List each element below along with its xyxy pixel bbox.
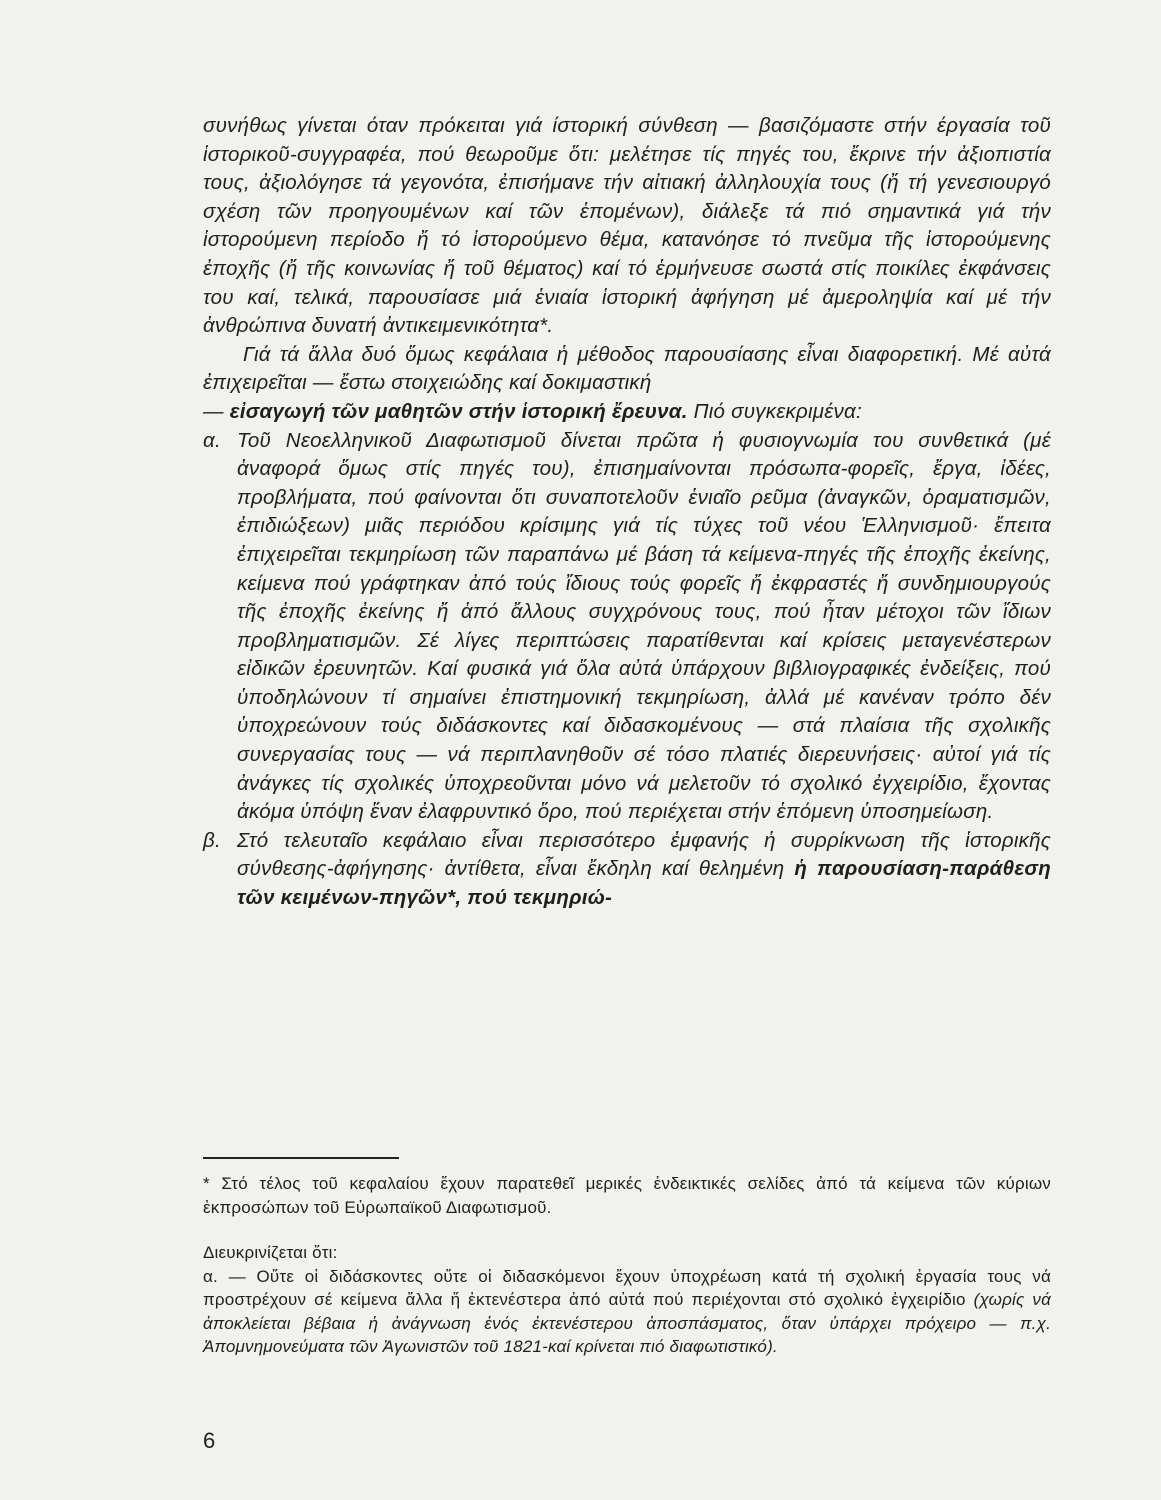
list-marker-b: β. bbox=[203, 828, 221, 852]
bold-sources-phrase: ἡ παρουσίαση-παράθεση τῶν κειμένων-πηγῶν*, πού τεκμηριώ- bbox=[237, 857, 1051, 910]
specifically-text: Πιό συγκεκριμένα: bbox=[687, 399, 862, 423]
footnotes bbox=[203, 1172, 1051, 1359]
footnote-1: * Στό τέλος τοῦ κεφαλαίου ἔχουν παρατεθεῖ μερικές ἐνδεικτικές σελίδες ἀπό τά κείμενα τῶν κύριων ἐκπροσώπων τοῦ Εὐρωπαϊκοῦ Διαφωτισμοῦ. bbox=[203, 1174, 1051, 1217]
dash: — bbox=[203, 399, 230, 423]
paragraph-method: Γιά τά ἄλλα δυό ὅμως κεφάλαια ἡ μέθοδος παρουσίασης εἶναι διαφορετική. Μέ αὐτά ἐπιχειρεῖται — ἔστω στοιχειώδης καί δοκιμαστική bbox=[203, 342, 1051, 395]
bold-research-phrase: εἰσαγωγή τῶν μαθητῶν στήν ἱστορική ἔρευνα. bbox=[229, 399, 688, 423]
paragraph-research-intro bbox=[203, 398, 1051, 427]
list-marker-a: α. bbox=[203, 428, 221, 452]
list-item-b bbox=[203, 827, 1051, 913]
list-item-a bbox=[203, 427, 1051, 827]
footnote-2-item-a bbox=[203, 1265, 1051, 1359]
paragraph-continued: συνήθως γίνεται όταν πρόκειται γιά ίστορική σύνθεση — βασιζόμαστε στήν έργασία τοῦ ἱστορικοῦ-συγγραφέα, πού θεωροῦμε ὅτι: μελέτησε τίς πηγές του, ἔκρινε τήν ἀξιοπιστία τους, ἀξιολόγησε τά γεγονότα, ἐπισήμανε τήν αἰτιακή ἀλληλουχία τους (ἤ τή γενεσιουργό σχέση τῶν προηγουμένων καί τῶν ἑπομένων), διάλεξε τά πιό σημαντικά γιά τήν ἱστορούμενη περίοδο ἤ τό ἱστορούμενο θέμα, κατανόησε τό πνεῦμα τῆς ἱστορούμενης ἐποχῆς (ἤ τῆς κοινωνίας ἤ τοῦ θέματος) καί τό ἑρμήνευσε σωστά στίς ποικίλες ἐκφάνσεις του καί, τελικά, παρουσίασε μιά ἑνιαία ἱστορική ἀφήγηση μέ ἀμεροληψία καί μέ τήν ἀνθρώπινα δυνατή ἀντικειμενικότητα*. bbox=[203, 114, 1051, 338]
footnote-2-item-a-text: α. — Οὔτε οἱ διδάσκοντες οὔτε οἱ διδασκόμενοι ἔχουν ὑποχρέωση κατά τή σχολική ἐργασία τους νά προστρέχουν σέ κείμενα ἄλλα ἤ ἐκτενέστερα ἀπό αὐτά πού περιέχονται στό σχολικό ἐγχειρίδιο bbox=[203, 1266, 1051, 1309]
footnote-2-intro: Διευκρινίζεται ὅτι: bbox=[203, 1243, 338, 1262]
list-item-b-text: Στό τελευταῖο κεφάλαιο εἶναι περισσότερο ἐμφανής ἡ συρρίκνωση τῆς ἱστορικῆς σύνθεσης-ἀφήγησης· ἀντίθετα, εἶναι ἔκδηλη καί θελημένη bbox=[237, 828, 1051, 881]
main-text bbox=[203, 112, 1051, 913]
footnote-2-item-a-italic: (χωρίς νά ἀποκλείεται βέβαια ἡ ἀνάγνωση ἑνός ἐκτενέστερου ἀποσπάσματος, ὅταν ὑπάρχει πρόχειρο — π.χ. Ἀπομνημονεύματα τῶν Ἀγωνιστῶν τοῦ 1821-καί κρίνεται πιό διαφωτιστικό). bbox=[203, 1290, 1052, 1356]
footnote-divider bbox=[203, 1157, 399, 1159]
page-number: 6 bbox=[203, 1428, 216, 1453]
list-item-a-text: Τοῦ Νεοελληνικοῦ Διαφωτισμοῦ δίνεται πρῶτα ἡ φυσιογνωμία του συνθετικά (μέ ἀναφορά ὅμως στίς πηγές του), ἐπισημαίνονται πρόσωπα-φορεῖς, ἔργα, ἰδέες, προβλήματα, πού φαίνονται ὅτι συναποτελοῦν ἑνιαῖο ρεῦμα (ἀναγκῶν, ὁραματισμῶν, ἐπιδιώξεων) μιᾶς περιόδου κρίσιμης γιά τίς τύχες τοῦ νέου Ἑλληνισμοῦ· ἔπειτα ἐπιχειρεῖται τεκμηρίωση τῶν παραπάνω μέ βάση τά κείμενα-πηγές τῆς ἐποχῆς ἐκείνης, κείμενα πού γράφτηκαν ἀπό τούς ἴδιους τούς φορεῖς ἤ ἐκφραστές ἤ συνδημιουργούς τῆς ἐποχῆς ἐκείνης ἤ ἀπό ἄλλους συγχρόνους τους, πού ἦταν μέτοχοι τῶν ἴδιων προβληματισμῶν. Σέ λίγες περιπτώσεις παρατίθενται καί κρίσεις μεταγενέστερων εἰδικῶν ἐρευνητῶν. Καί φυσικά γιά ὅλα αὐτά ὑπάρχουν βιβλιογραφικές ἐνδείξεις, πού ὑποδηλώνουν τί σημαίνει ἐπιστημονική τεκμηρίωση, ἀλλά μέ κανέναν τρόπο δέν ὑποχρεώνουν τούς διδάσκοντες καί διδασκομένους — στά πλαίσια τῆς σχολικῆς συνεργασίας τους — νά περιπλανηθοῦν σέ τόσο πλατιές διερευνήσεις· αὐτοί γιά τίς ἀνάγκες τίς σχολικές ὑποχρεοῦνται μόνο νά μελετοῦν τό σχολικό ἐγχειρίδιο, ἔχοντας ἀκόμα ὑπόψη ἕναν ἐλαφρυντικό ὅρο, πού περιέχεται στήν ἑπόμενη ὑποσημείωση. bbox=[237, 428, 1051, 824]
